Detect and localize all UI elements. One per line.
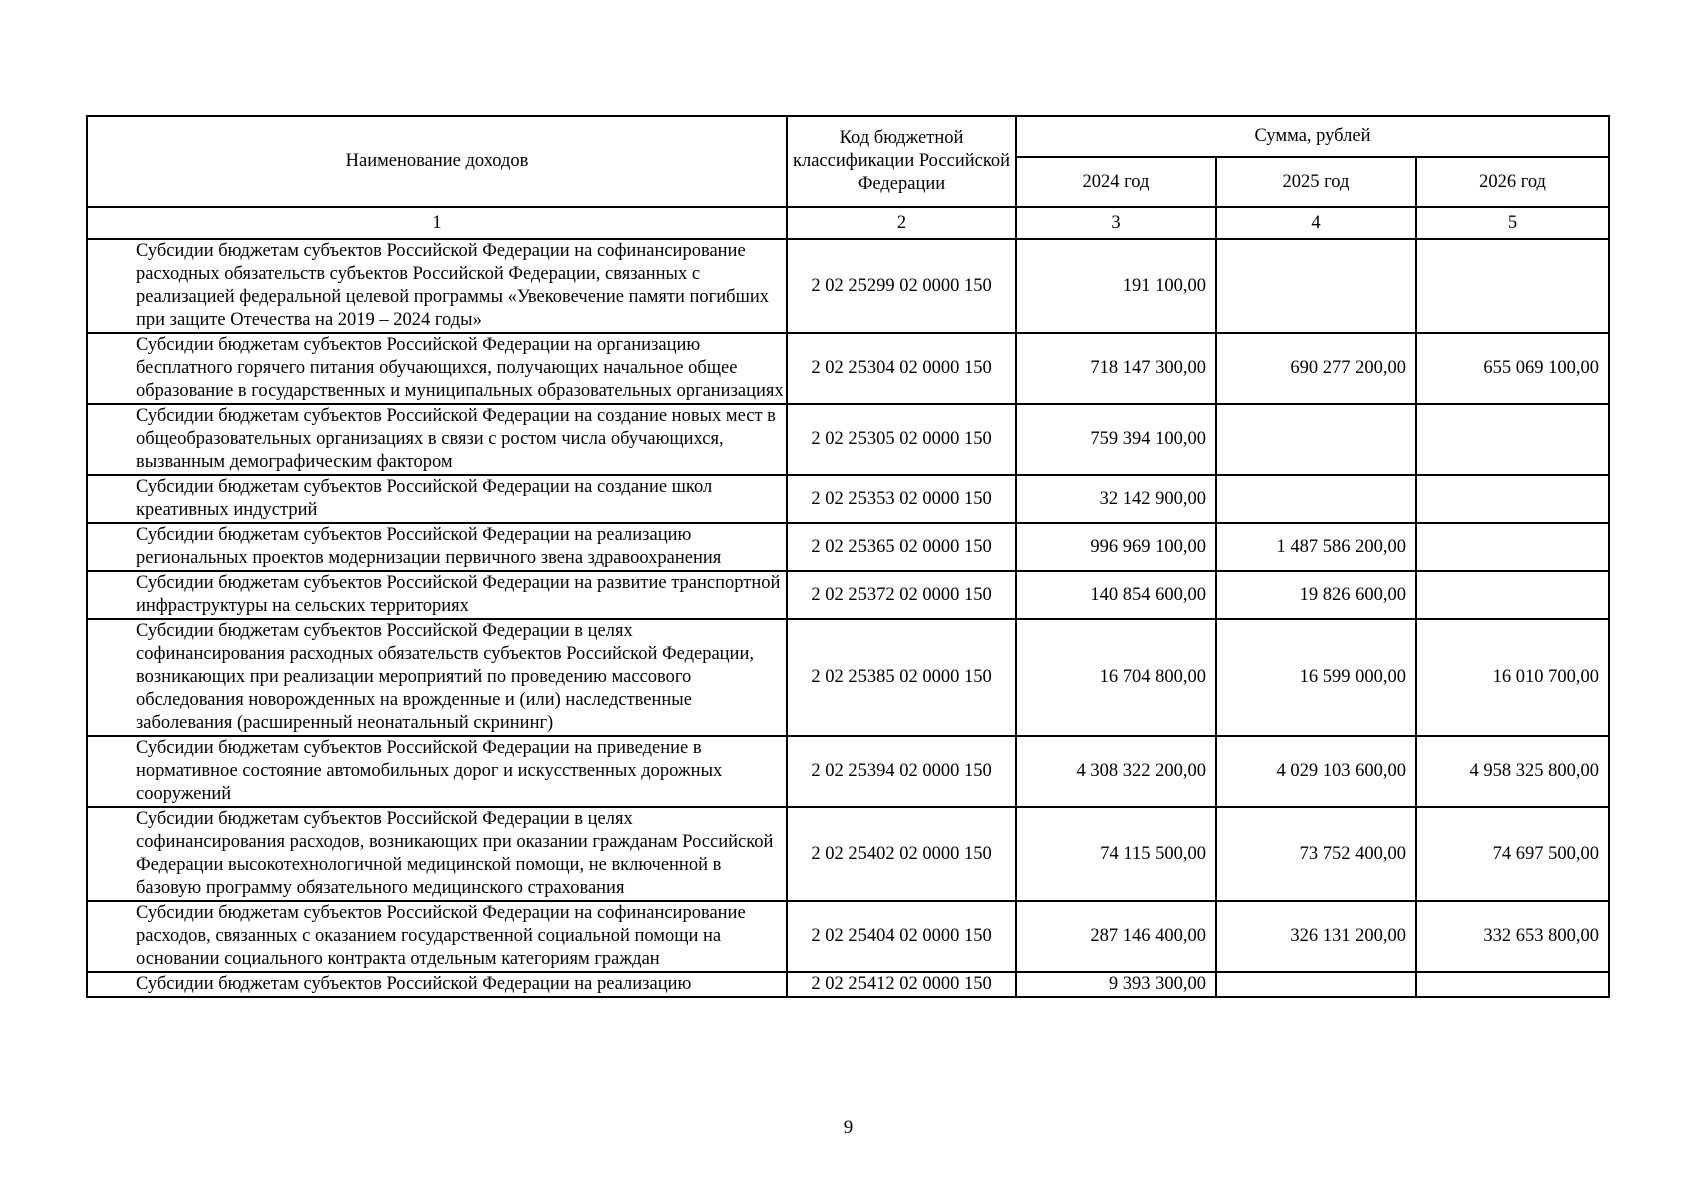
income-name: Субсидии бюджетам субъектов Российской Федерации в целях софинансирования расходных обязательств субъектов Российской Федерации, возникающих при реализации мероприятий по проведению массового обследования новорожденных на врожденные и (или) наследственные заболевания (расширенный неонатальный скрининг) (87, 619, 787, 736)
amount-2025 (1216, 404, 1416, 475)
amount-2025: 690 277 200,00 (1216, 333, 1416, 404)
income-name: Субсидии бюджетам субъектов Российской Федерации на реализацию (87, 972, 787, 997)
amount-2026: 4 958 325 800,00 (1416, 736, 1609, 807)
table-row (87, 807, 1609, 901)
budget-code: 2 02 25412 02 0000 150 (787, 972, 1016, 997)
header-sum: Сумма, рублей (1016, 116, 1609, 157)
page-number: 9 (843, 1117, 854, 1138)
amount-2025 (1216, 475, 1416, 523)
amount-2024: 140 854 600,00 (1016, 571, 1216, 619)
column-number: 4 (1216, 207, 1416, 239)
table-row (87, 736, 1609, 807)
amount-2024: 718 147 300,00 (1016, 333, 1216, 404)
amount-2025: 326 131 200,00 (1216, 901, 1416, 972)
budget-code: 2 02 25385 02 0000 150 (787, 619, 1016, 736)
column-number: 1 (87, 207, 787, 239)
amount-2025: 1 487 586 200,00 (1216, 523, 1416, 571)
amount-2024: 996 969 100,00 (1016, 523, 1216, 571)
income-name: Субсидии бюджетам субъектов Российской Федерации на софинансирование расходов, связанных с оказанием государственной социальной помощи на основании социального контракта отдельным категориям граждан (87, 901, 787, 972)
income-table (86, 115, 1610, 998)
amount-2024: 759 394 100,00 (1016, 404, 1216, 475)
table-row (87, 901, 1609, 972)
amount-2024: 16 704 800,00 (1016, 619, 1216, 736)
table-row (87, 571, 1609, 619)
header-year-2024: 2024 год (1016, 157, 1216, 207)
amount-2026 (1416, 404, 1609, 475)
budget-code: 2 02 25365 02 0000 150 (787, 523, 1016, 571)
budget-code: 2 02 25404 02 0000 150 (787, 901, 1016, 972)
amount-2024: 191 100,00 (1016, 239, 1216, 333)
budget-code: 2 02 25353 02 0000 150 (787, 475, 1016, 523)
amount-2024: 74 115 500,00 (1016, 807, 1216, 901)
income-name: Субсидии бюджетам субъектов Российской Федерации на приведение в нормативное состояние автомобильных дорог и искусственных дорожных сооружений (87, 736, 787, 807)
amount-2026 (1416, 571, 1609, 619)
amount-2025: 73 752 400,00 (1216, 807, 1416, 901)
amount-2024: 287 146 400,00 (1016, 901, 1216, 972)
header-year-2025: 2025 год (1216, 157, 1416, 207)
budget-code: 2 02 25304 02 0000 150 (787, 333, 1016, 404)
amount-2025: 4 029 103 600,00 (1216, 736, 1416, 807)
amount-2024: 9 393 300,00 (1016, 972, 1216, 997)
header-name: Наименование доходов (87, 116, 787, 207)
income-name: Субсидии бюджетам субъектов Российской Федерации на создание новых мест в общеобразовательных организациях в связи с ростом числа обучающихся, вызванным демографическим фактором (87, 404, 787, 475)
column-number: 3 (1016, 207, 1216, 239)
budget-code: 2 02 25299 02 0000 150 (787, 239, 1016, 333)
budget-code: 2 02 25394 02 0000 150 (787, 736, 1016, 807)
income-name: Субсидии бюджетам субъектов Российской Федерации на организацию бесплатного горячего питания обучающихся, получающих начальное общее образование в государственных и муниципальных образовательных организациях (87, 333, 787, 404)
table-row (87, 475, 1609, 523)
table-row (87, 239, 1609, 333)
budget-code: 2 02 25372 02 0000 150 (787, 571, 1016, 619)
header-code: Код бюджетной классификации Российской Федерации (787, 116, 1016, 207)
amount-2026 (1416, 475, 1609, 523)
income-name: Субсидии бюджетам субъектов Российской Федерации на реализацию региональных проектов модернизации первичного звена здравоохранения (87, 523, 787, 571)
amount-2026: 74 697 500,00 (1416, 807, 1609, 901)
amount-2026: 655 069 100,00 (1416, 333, 1609, 404)
column-number: 2 (787, 207, 1016, 239)
amount-2026 (1416, 523, 1609, 571)
amount-2026: 16 010 700,00 (1416, 619, 1609, 736)
income-name: Субсидии бюджетам субъектов Российской Федерации на создание школ креативных индустрий (87, 475, 787, 523)
amount-2025 (1216, 239, 1416, 333)
table-row (87, 972, 1609, 997)
table-row (87, 404, 1609, 475)
table-row (87, 333, 1609, 404)
amount-2026 (1416, 972, 1609, 997)
amount-2026: 332 653 800,00 (1416, 901, 1609, 972)
budget-code: 2 02 25402 02 0000 150 (787, 807, 1016, 901)
income-name: Субсидии бюджетам субъектов Российской Федерации на софинансирование расходных обязательств субъектов Российской Федерации, связанных с реализацией федеральной целевой программы «Увековечение памяти погибших при защите Отечества на 2019 – 2024 годы» (87, 239, 787, 333)
amount-2025 (1216, 972, 1416, 997)
amount-2025: 19 826 600,00 (1216, 571, 1416, 619)
amount-2024: 4 308 322 200,00 (1016, 736, 1216, 807)
table-row (87, 523, 1609, 571)
column-number-row (87, 207, 1609, 239)
amount-2025: 16 599 000,00 (1216, 619, 1416, 736)
header-year-2026: 2026 год (1416, 157, 1609, 207)
income-name: Субсидии бюджетам субъектов Российской Федерации на развитие транспортной инфраструктуры на сельских территориях (87, 571, 787, 619)
table-row (87, 619, 1609, 736)
amount-2024: 32 142 900,00 (1016, 475, 1216, 523)
amount-2026 (1416, 239, 1609, 333)
income-name: Субсидии бюджетам субъектов Российской Федерации в целях софинансирования расходов, возникающих при оказании гражданам Российской Федерации высокотехнологичной медицинской помощи, не включенной в базовую программу обязательного медицинского страхования (87, 807, 787, 901)
budget-code: 2 02 25305 02 0000 150 (787, 404, 1016, 475)
column-number: 5 (1416, 207, 1609, 239)
